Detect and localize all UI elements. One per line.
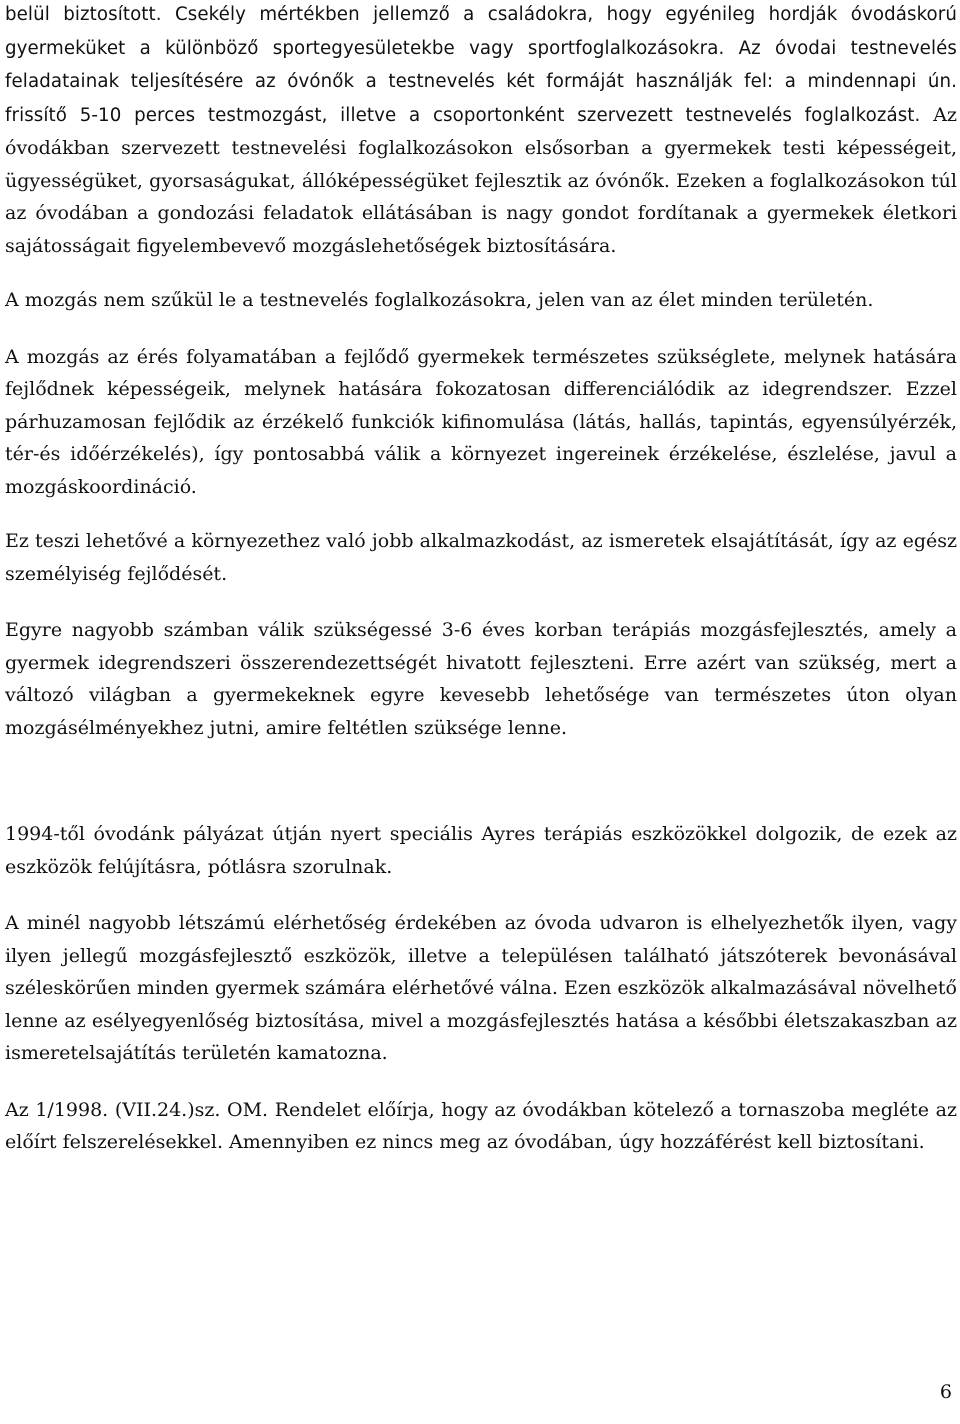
page-number: 6: [939, 1381, 952, 1403]
paragraph-adaptation: Ez teszi lehetővé a környezethez való jobb alkalmazkodást, az ismeretek elsajátítását, így az egész személyiség fejlődését.: [5, 530, 957, 585]
paragraph-therapeutic-development: Egyre nagyobb számban válik szükségessé 3-6 éves korban terápiás mozgásfejlesztés, amely a gyermek idegrendszeri összerendezettségét hivatott fejleszteni. Erre azért van szükség, mert a változó világban a gyermekeknek egyre kevesebb lehetősége van természetes úton olyan mozgásélményekhez jutni, amire feltétlen szüksége lenne.: [5, 619, 957, 739]
document-page: [5, 0, 957, 1159]
paragraph-playground-tools: A minél nagyobb létszámú elérhetőség érdekében az óvoda udvaron is elhelyezhetők ilyen, vagy ilyen jellegű mozgásfejlesztő eszközök, illetve a településen található játszóterek bevonásával széleskörűen minden gyermek számára elérhetővé válna. Ezen eszközök alkalmazásával növelhető lenne az esélyegyenlőség biztosítása, mivel a mozgásfejlesztés hatása a későbbi életszakaszban az ismeretelsajátítás területén kamatozna.: [5, 912, 957, 1064]
paragraph-physical-education: [5, 0, 957, 262]
paragraph-part-serif: Az óvodákban szervezett testnevelési foglalkozásokon elsősorban a gyermekek testi képességeit, ügyességüket, gyorsaságukat, állóképességüket fejlesztik az óvónők. Ezeken a foglalkozásokon túl az óvodában a gondozási feladatok ellátásában is nagy gondot fordítanak a gyermekek életkori sajátosságait figyelembevevő mozgáslehetőségek biztosítására.: [5, 103, 957, 257]
paragraph-movement-maturation: A mozgás az érés folyamatában a fejlődő gyermekek természetes szükséglete, melynek hatására fejlődnek képességeik, melynek hatására fokozatosan differenciálódik az idegrendszer. Ezzel párhuzamosan fejlődik az érzékelő funkciók kifinomulása (látás, hallás, tapintás, egyensúlyérzék, tér-és időérzékelés), így pontosabbá válik a környezet ingereinek érzékelése, észlelése, javul a mozgáskoordináció.: [5, 345, 957, 498]
paragraph-ayres-tools: 1994-től óvodánk pályázat útján nyert speciális Ayres terápiás eszközökkel dolgozik, de ezek az eszközök felújításra, pótlásra szorulnak.: [5, 823, 957, 878]
paragraph-regulation: Az 1/1998. (VII.24.)sz. OM. Rendelet előírja, hogy az óvodákban kötelező a tornaszoba megléte az előírt felszerelésekkel. Amennyiben ez nincs meg az óvodában, úgy hozzáférést kell biztosítani.: [5, 1098, 957, 1153]
paragraph-part-sans: belül biztosított. Csekély mértékben jellemző a családokra, hogy egyénileg hordják óvodáskorú gyermeküket a különböző sportegyesületekbe vagy sportfoglalkozásokra. Az óvodai testnevelés feladatainak teljesítésére az óvónők a testnevelés két formáját használják fel: a mindennapi ún. frissítő 5-10 perces testmozgást, illetve a csoportonként szervezett testnevelés foglalkozást.: [5, 4, 957, 126]
paragraph-movement-everywhere: A mozgás nem szűkül le a testnevelés foglalkozásokra, jelen van az élet minden területén.: [5, 289, 874, 311]
